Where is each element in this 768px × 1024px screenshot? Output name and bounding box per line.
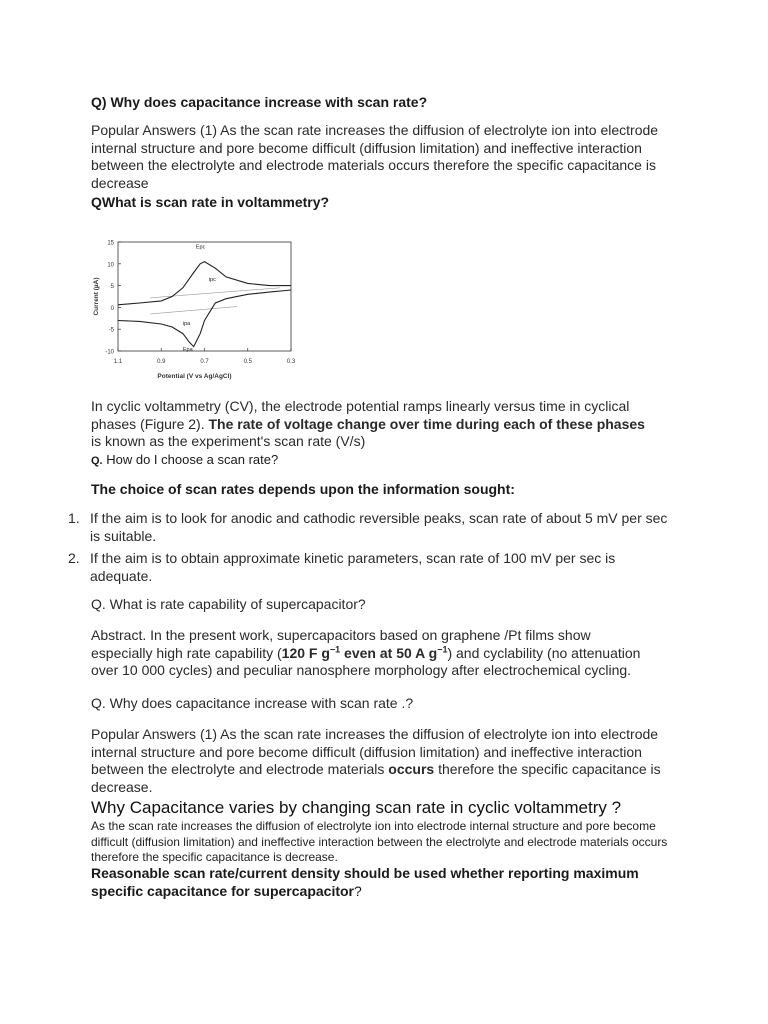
closing-bold: Reasonable scan rate/current density should be used whether reporting maximum specific capacitance for supercapacitor [91, 865, 639, 899]
abstract-text-2: ) and cyclability (no attenuation over 10 000 cycles) and peculiar nanosphere morphology after electrochemical cycling. [91, 644, 641, 678]
q-text: How do I choose a scan rate? [102, 452, 279, 467]
list-number: 1. [68, 510, 80, 526]
question-choose-scan-rate [91, 452, 278, 467]
abstract-bold-1: 120 F g [281, 644, 330, 661]
closing-statement [91, 864, 651, 900]
question-repeat: Q. Why does capacitance increase with scan rate .? [91, 695, 414, 711]
peak-annotation: ipc [208, 277, 216, 284]
plot-frame [118, 242, 291, 351]
y-tick-label: -5 [108, 327, 114, 334]
y-axis-label: Current (µA) [93, 277, 100, 316]
popular2-bold: occurs [388, 761, 435, 777]
list-item [68, 550, 668, 586]
x-tick-label: 1.1 [113, 359, 123, 365]
list-text: If the aim is to look for anodic and cathodic reversible peaks, scan rate of about 5 mV per sec is suitable. [90, 510, 668, 544]
y-tick-label: 15 [107, 240, 114, 247]
cv-text-1: In cyclic voltammetry (CV), the electrode potential ramps linearly versus time in cyclical phases (Figure 2). [91, 398, 630, 432]
popular-answer-paragraph: Popular Answers (1) As the scan rate increases the diffusion of electrolyte ion into electrode internal structure and pore become difficult (diffusion limitation) and ineffective interaction between the electrolyte and electrode materials occurs therefore the specific capacitance is decrease [91, 122, 659, 191]
baseline-line [150, 307, 237, 314]
question-heading: Q) Why does capacitance increase with scan rate? [91, 94, 428, 110]
abstract-paragraph [91, 627, 651, 680]
y-tick-label: 5 [110, 284, 114, 291]
peak-annotation: Epc [195, 244, 206, 251]
popular-answer-paragraph-2 [91, 726, 691, 796]
x-axis-label: Potential (V vs Ag/AgCl) [157, 373, 232, 380]
series-line-reverse [118, 262, 291, 305]
abstract-bold-2: even at 50 A g [340, 644, 438, 661]
series-line-forward [118, 290, 291, 347]
peak-annotation: ipa [182, 320, 191, 327]
y-tick-label: 0 [110, 305, 114, 312]
popular2-text-1: Popular Answers (1) As the scan rate increases the diffusion of electrolyte ion into electrode internal structure and pore become difficult (diffusion limitation) and ineffective interaction between the electrolyte and electrode materials [91, 726, 659, 777]
abstract-sup-2: −1 [437, 643, 448, 654]
peak-annotation: Epa [182, 347, 193, 353]
question-rate-capability: Q. What is rate capability of supercapacitor? [91, 596, 366, 612]
list-item [68, 510, 668, 546]
x-tick-label: 0.7 [200, 359, 209, 365]
section-heading: Why Capacitance varies by changing scan rate in cyclic voltammetry ? [91, 798, 622, 817]
choice-heading: The choice of scan rates depends upon the information sought: [91, 481, 515, 497]
abstract-text-1: Abstract. In the present work, supercapacitors based on graphene /Pt films show especially high rate capability ( [91, 627, 591, 661]
popular2-text-2: therefore the specific capacitance is decrease. [91, 761, 661, 795]
x-tick-label: 0.3 [286, 359, 296, 365]
abstract-sup-1: −1 [329, 643, 341, 654]
question-scan-rate: QWhat is scan rate in voltammetry? [91, 194, 330, 210]
list-text: If the aim is to obtain approximate kinetic parameters, scan rate of 100 mV per sec is adequate. [90, 550, 616, 584]
y-tick-label: 10 [107, 262, 114, 269]
y-tick-label: -10 [105, 349, 114, 356]
cv-chart [88, 236, 303, 384]
list-number: 2. [68, 550, 80, 566]
cv-paragraph [91, 398, 651, 451]
closing-tail: ? [354, 883, 362, 899]
q-prefix: Q. [91, 455, 103, 467]
x-tick-label: 0.5 [243, 359, 252, 365]
small-paragraph: As the scan rate increases the diffusion of electrolyte ion into electrode internal structure and pore become difficult (diffusion limitation) and ineffective interaction between the electrolyte and electrode materials occurs therefore the specific capacitance is decrease. [91, 819, 668, 864]
cv-text-bold: The rate of voltage change over time during each of these phases [208, 415, 645, 432]
cv-text-2: is known as the experiment's scan rate (V/s) [91, 433, 366, 449]
x-tick-label: 0.9 [157, 359, 166, 365]
